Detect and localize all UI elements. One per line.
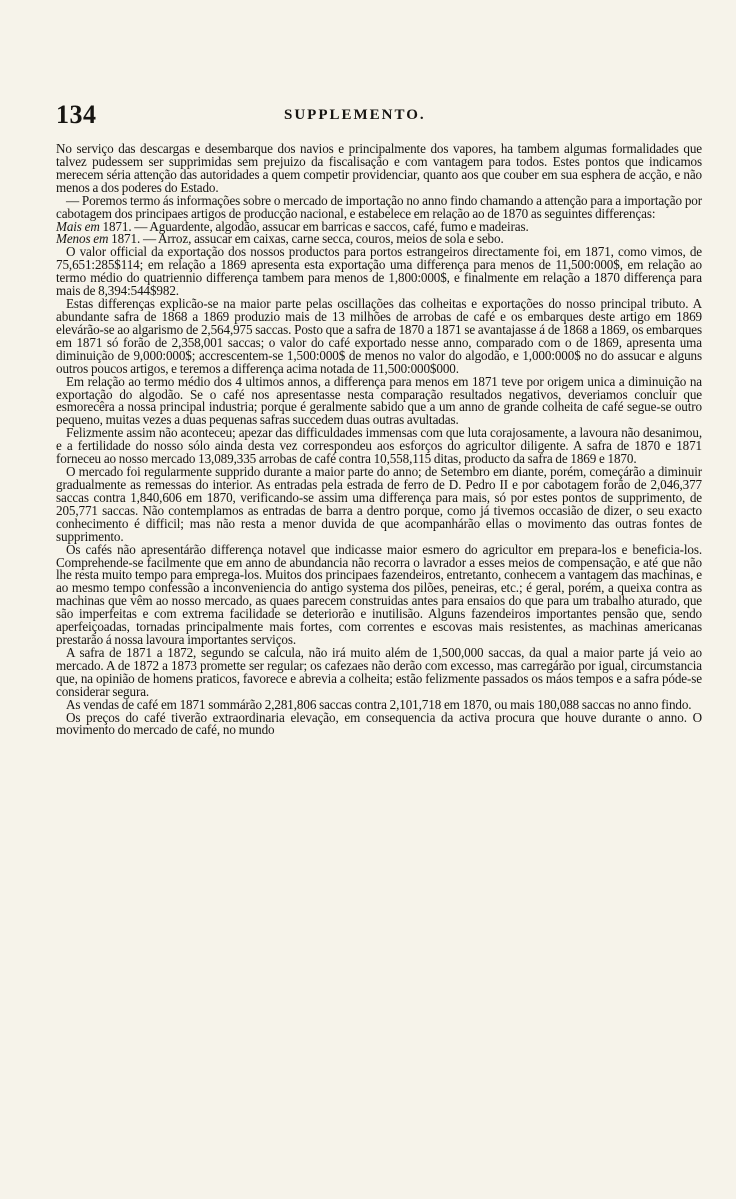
more-in-label: Mais em xyxy=(56,218,100,234)
paragraph-market-supply: O mercado foi regularmente supprido durante a maior parte do anno; de Setembro em diante, porém, começárão a diminuir gradualmente as remessas do interior. As entradas pela estrada de ferro de D. Pedro II e por cabotagem forão de 2,046,377 saccas contra 1,840,606 em 1870, verificando-se assim uma differença para mais, só por estes pontos de supprimento, de 205,771 saccas. Não contemplamos as entradas de barra a dentro porque, como já tivemos occasião de dizer, o seu exacto conhecimento é difficil; mas não resta a menor duvida de que acompanhárão ellas o movimento das outras fontes de supprimento. xyxy=(56,464,702,544)
paragraph-harvest-differences: Estas differenças explicão-se na maior parte pelas oscillações das colheitas e exportações do nosso principal tributo. A abundante safra de 1868 a 1869 produzio mais de 13 milhões de arrobas de café e os embarques deste artigo em 1869 elevárão-se ao algarismo de 2,564,975 saccas. Posto que a safra de 1870 a 1871 se avantajasse á de 1868 a 1869, os embarques em 1871 só forão de 2,358,001 saccas; o valor do café exportado nesse anno, comparado com o de 1869, apresenta uma diminuição de 9,000:000$; accrescentem-se 1,500:000$ de menos no valor do algodão, e 1,000:000$ no do assucar e alguns outros poucos artigos, e teremos a differença acima notada de 11,500:000$000. xyxy=(56,296,702,376)
less-in-text: 1871. — Arroz, assucar em caixas, carne secca, couros, meios de sola e sebo. xyxy=(108,231,504,247)
running-title: SUPPLEMENTO. xyxy=(284,107,426,123)
paragraph-fortunately: Felizmente assim não aconteceu; apezar das difficuldades immensas com que luta corajosamente, a lavoura não desanimou, e a fertilidade do nosso sólo ainda desta vez correspondeu aos esforços do agricultor diligente. A safra de 1870 e 1871 forneceu ao nosso mercado 13,089,335 arrobas de café contra 10,558,115 ditas, producto da safra de 1869 e 1870. xyxy=(56,425,702,467)
page-number: 134 xyxy=(56,100,97,129)
paragraph-harvest-forecast: A safra de 1871 a 1872, segundo se calcula, não irá muito além de 1,500,000 saccas, da qual a maior parte já veio ao mercado. A de 1872 a 1873 promette ser regular; os cafezaes não derão com excesso, mas carregárão por igual, circumstancia que, na opinião de homens praticos, favorece e abrevia a colheita; estão felizmente passados os máos tempos e a safra póde-se considerar segura. xyxy=(56,644,702,699)
less-in-label: Menos em xyxy=(56,231,109,247)
main-text xyxy=(56,143,702,737)
paragraph-coffee-quality: Os cafés não apresentárão differença notavel que indicasse maior esmero do agricultor em prepara-los e beneficia-los. Comprehende-se facilmente que em anno de abundancia não recorra o lavrador a esses meios de compensação, e até que não lhe resta muito tempo para emprega-los. Muitos dos principaes fazendeiros, entretanto, conhecem a vantagem das machinas, e ao mesmo tempo confessão a inconveniencia do antigo systema dos pilões, peneiras, etc.; é geral, porém, a queixa contra as machinas que vêm ao nosso mercado, as quaes parecem construidas antes para ensaios do que para um trabalho aturado, que são imperfeitas e com extrema facilidade se deteriorão e inutilisão. Alguns fazendeiros importantes pensão que, sendo aperfeiçoadas, tornadas principalmente mais fortes, com correntes e escovas mais resistentes, as machinas americanas prestarão á nossa lavoura importantes serviços. xyxy=(56,541,702,648)
paragraph-import-market: — Poremos termo ás informações sobre o mercado de importação no anno findo chamando a attenção para a importação por cabotagem dos principaes artigos de producção nacional, e estabelece em relação ao de 1870 as seguintes differenças: xyxy=(56,192,702,221)
more-in-text: 1871. — Aguardente, algodão, assucar em barricas e saccos, café, fumo e madeiras. xyxy=(99,218,529,234)
paragraph-average-term: Em relação ao termo médio dos 4 ultimos annos, a differença para menos em 1871 teve por origem unica a diminuição na exportação do algodão. Se o café nos apresentasse nesta comparação resultados negativos, deveriamos concluir que esmorecêra a nossa principal industria; porque é geralmente sabido que a um anno de grande colheita de café segue-se outro pequeno, muitas vezes a duas pequenas safras succedem duas outras avultadas. xyxy=(56,373,702,428)
paragraph-discharge-service: No serviço das descargas e desembarque dos navios e principalmente dos vapores, ha tambem algumas formalidades que talvez pudessem ser supprimidas sem prejuizo da fiscalisação e com vantagem para todos. Estes pontos que indicamos merecem séria attenção das autoridades a quem competir providenciar, quanto aos que couber em sua esphera de acção, e não menos a dos poderes do Estado. xyxy=(56,141,702,195)
page-header xyxy=(56,102,702,130)
paragraph-coffee-sales: As vendas de café em 1871 sommárão 2,281,806 saccas contra 2,101,718 em 1870, ou mais 180,088 saccas no anno findo. xyxy=(66,696,692,712)
paragraph-coffee-prices: Os preços do café tiverão extraordinaria elevação, em consequencia da activa procura que houve durante o anno. O movimento do mercado de café, no mundo xyxy=(56,709,702,738)
paragraph-export-value: O valor official da exportação dos nossos productos para portos estrangeiros directamente foi, em 1871, como vimos, de 75,651:285$114; em relação a 1869 apresenta esta exportação uma differença para menos de 11,500:000$, em relação ao termo médio do quatriennio differença tambem para menos de 1,800:000$, e finalmente em relação a 1870 differença para mais de 8,394:544$982. xyxy=(56,244,702,299)
